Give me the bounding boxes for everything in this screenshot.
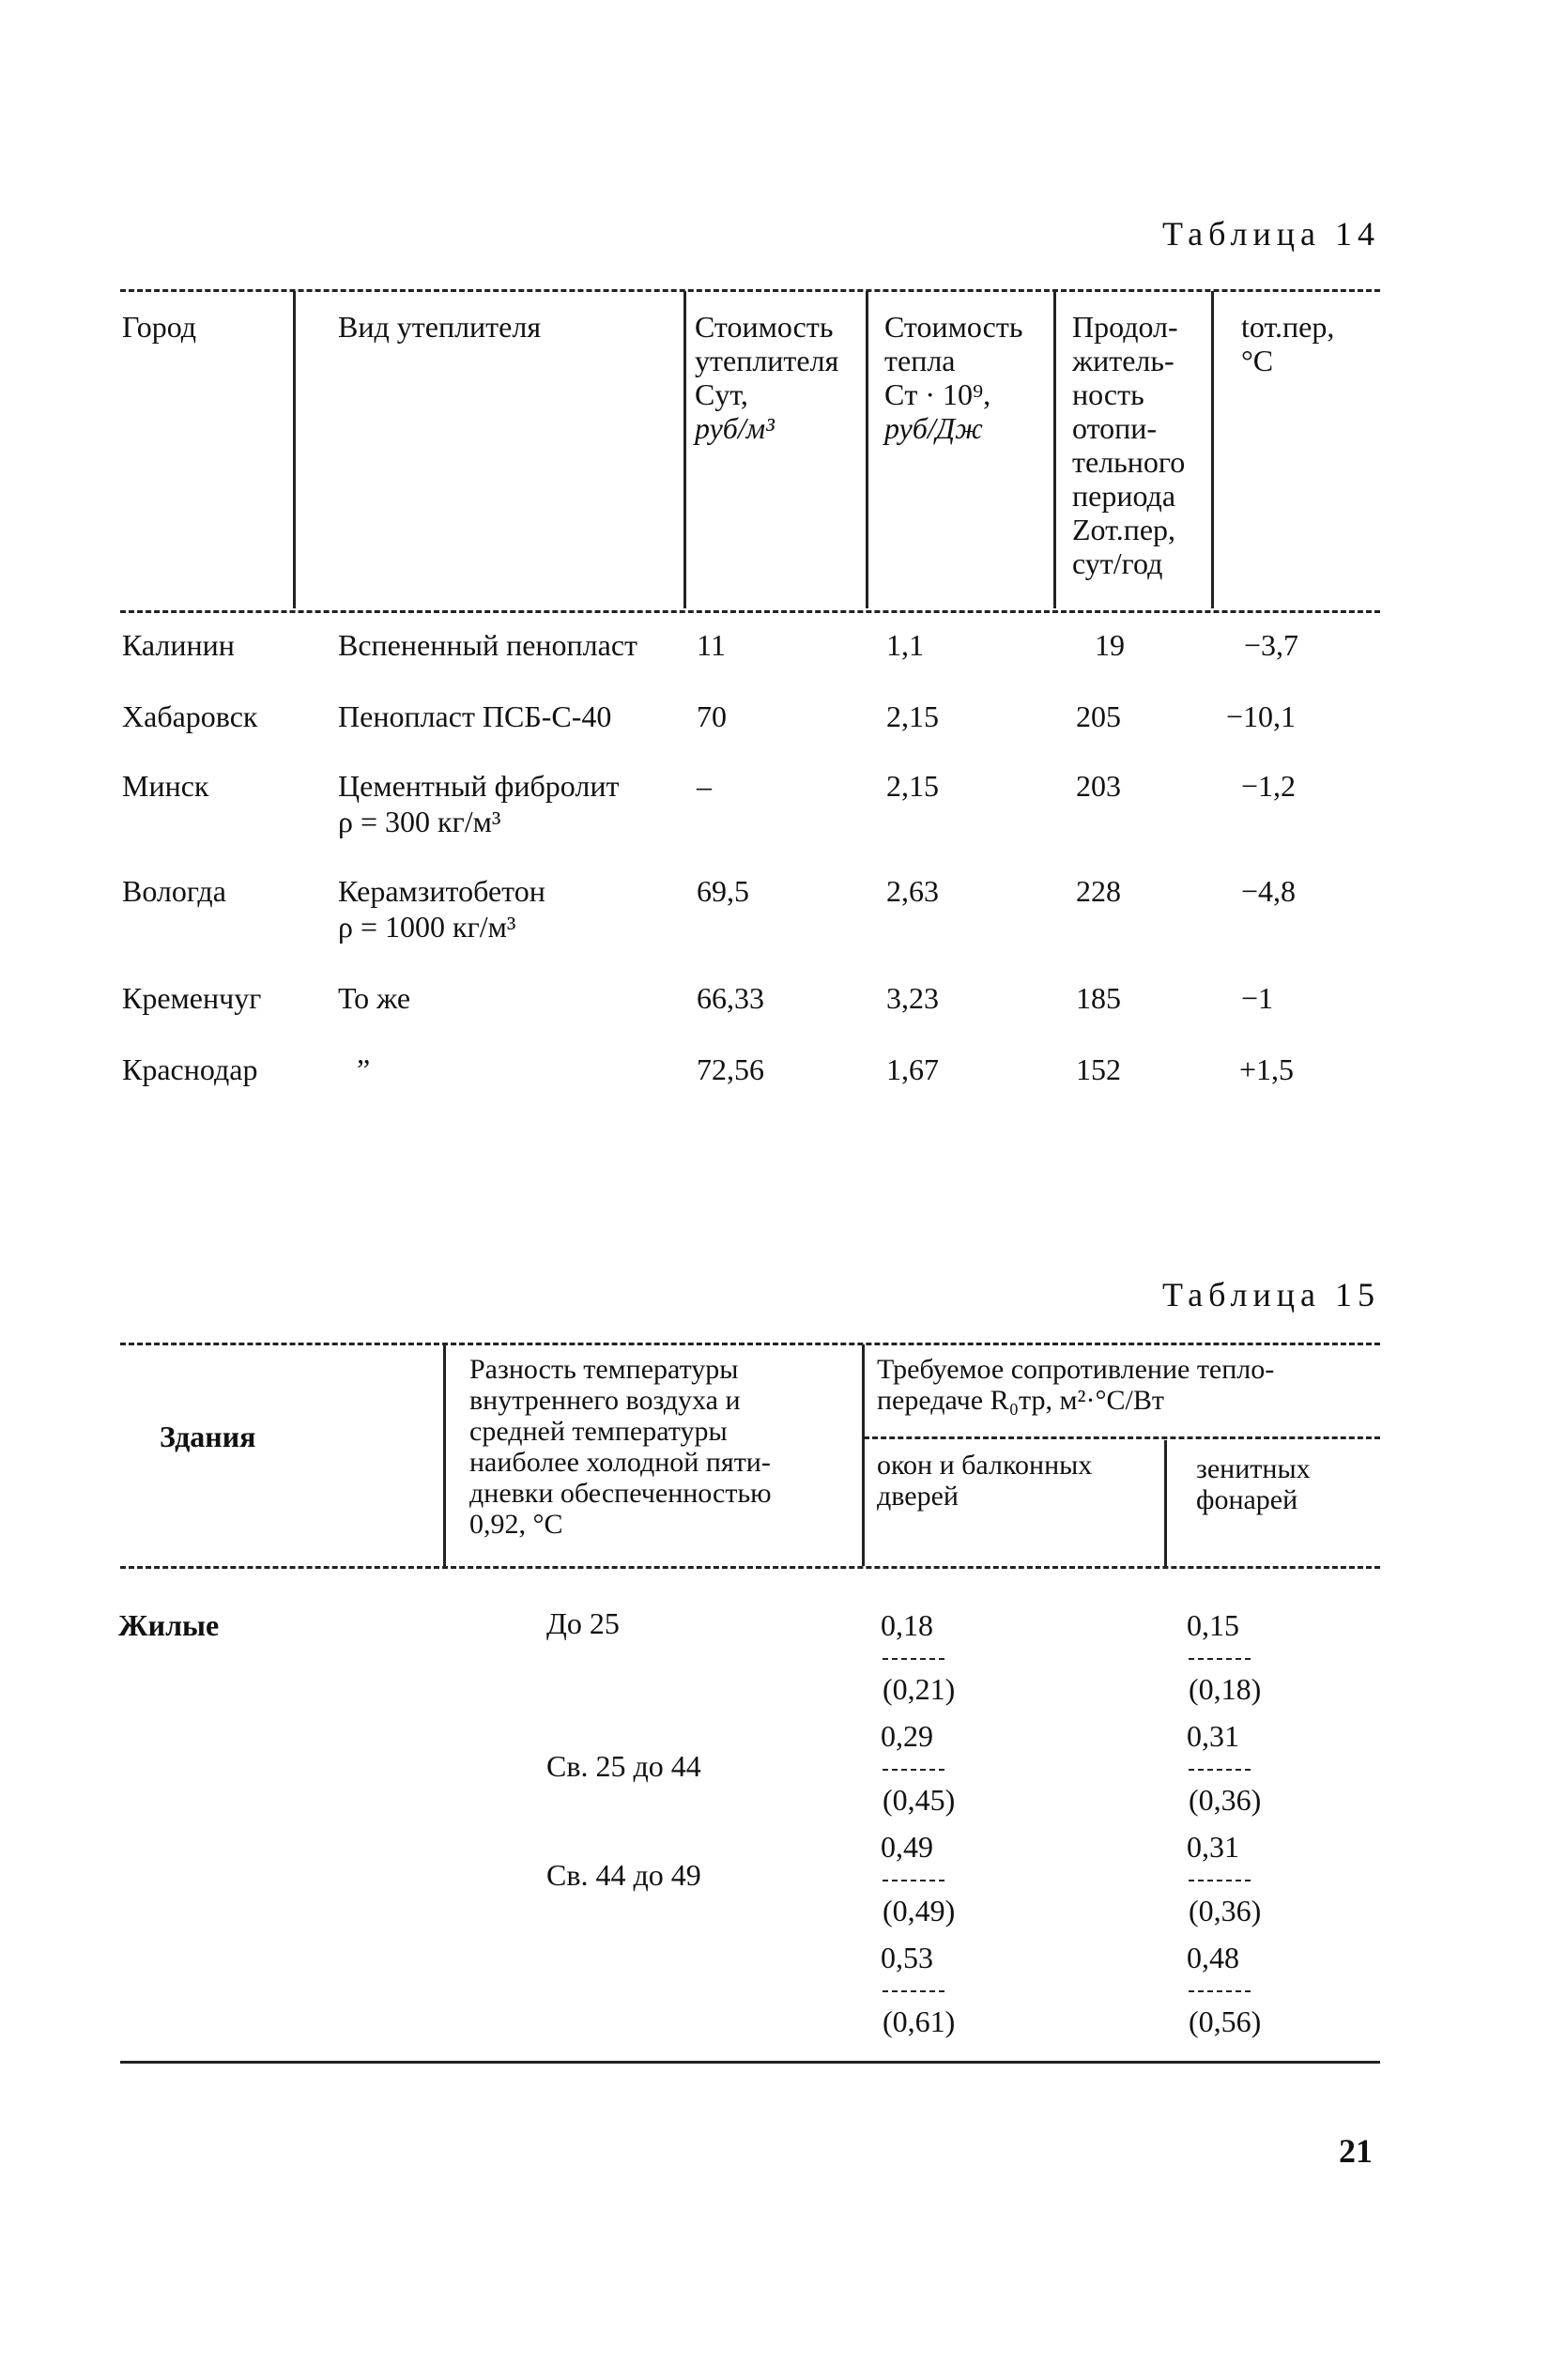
table15-g4-skylights-top: 0,48 — [1187, 1941, 1239, 1974]
table14-row-3-heat-cost: 2,15 — [886, 769, 939, 803]
table14-caption: Таблица 14 — [1162, 215, 1380, 253]
table14-row-4-insulation: Керамзитобетон ρ = 1000 кг/м³ — [338, 874, 545, 944]
table15-g2-skylights-bottom: (0,36) — [1189, 1783, 1262, 1817]
table15-col-divider — [1164, 1440, 1167, 1566]
header-city: Город — [122, 310, 197, 344]
table15-g3-windows-bottom: (0,49) — [883, 1894, 956, 1927]
table14-row-3-ins-cost: – — [697, 769, 712, 803]
table14-row-3-temp: −1,2 — [1241, 769, 1297, 803]
table14-row-1-ins-cost: 11 — [697, 628, 726, 662]
header-temperature: tот.пер, °С — [1241, 310, 1335, 377]
table14-row-5-temp: −1 — [1241, 981, 1274, 1015]
table14-col-divider — [1053, 291, 1056, 608]
table15-g1-windows-bottom: (0,21) — [883, 1672, 956, 1706]
table14-row-2-temp: −10,1 — [1226, 699, 1297, 733]
header-heat-cost: Стоимость тепла Cт · 10⁹, руб/Дж — [884, 310, 1023, 445]
table14-col-divider — [293, 291, 296, 608]
table15-range-2: Св. 25 до 44 — [546, 1749, 701, 1783]
table14-row-3-city: Минск — [122, 769, 209, 803]
table14-row-4-city: Вологда — [122, 874, 226, 908]
fraction-line — [1189, 1990, 1251, 1992]
table15-g3-skylights-bottom: (0,36) — [1189, 1894, 1262, 1927]
table14-header-rule — [120, 610, 1380, 613]
fraction-line — [1189, 1658, 1251, 1660]
table14-row-6-duration: 152 — [1076, 1052, 1121, 1086]
table14-row-2-insulation: Пенопласт ПСБ-С-40 — [338, 699, 612, 733]
fraction-line — [883, 1880, 944, 1881]
header-windows: окон и балконных дверей — [877, 1450, 1093, 1512]
header-temperature-difference: Разность температуры внутреннего воздуха и средней температуры наиболее холодной пяти- дневки обеспеченностью 0,92, °С — [469, 1354, 772, 1540]
table15-g4-windows-bottom: (0,61) — [883, 2004, 956, 2038]
header-resistance: Требуемое сопротивление тепло- передаче R₀тр, м²·°С/Вт — [877, 1354, 1275, 1416]
table15-subheader-rule — [864, 1436, 1380, 1439]
header-skylights: зенитных фонарей — [1196, 1453, 1311, 1515]
table14-row-2-ins-cost: 70 — [697, 699, 727, 733]
table14-row-5-duration: 185 — [1076, 981, 1121, 1015]
header-buildings: Здания — [160, 1420, 256, 1453]
table14-col-divider — [1211, 291, 1214, 608]
table14-row-3-duration: 203 — [1076, 769, 1121, 803]
table15-g2-skylights-top: 0,31 — [1187, 1719, 1239, 1753]
table14-row-4-ins-cost: 69,5 — [697, 874, 749, 908]
header-duration: Продол- житель- ность отопи- тельного периода Zот.пер, сут/год — [1072, 310, 1186, 580]
table15-top-rule — [120, 1343, 1380, 1345]
table14-row-4-duration: 228 — [1076, 874, 1121, 908]
table15-col-divider — [862, 1344, 865, 1566]
table14-row-6-city: Краснодар — [122, 1052, 258, 1086]
table15-building: Жилые — [118, 1608, 220, 1642]
table14-row-4-heat-cost: 2,63 — [886, 874, 939, 908]
table15-g4-skylights-bottom: (0,56) — [1189, 2004, 1262, 2038]
table15-g1-skylights-top: 0,15 — [1187, 1608, 1239, 1642]
table14-row-1-heat-cost: 1,1 — [886, 628, 924, 662]
table15-bottom-rule — [120, 2061, 1380, 2064]
table14-row-4-temp: −4,8 — [1241, 874, 1297, 908]
fraction-line — [883, 1769, 944, 1771]
header-insulation: Вид утеплителя — [338, 310, 542, 344]
table14-row-5-insulation: То же — [338, 981, 411, 1015]
page-number: 21 — [1339, 2132, 1373, 2170]
table15-g1-skylights-bottom: (0,18) — [1189, 1672, 1262, 1706]
table14-row-5-heat-cost: 3,23 — [886, 981, 939, 1015]
table14-row-1-insulation: Вспененный пенопласт — [338, 628, 638, 662]
table14-row-2-duration: 205 — [1076, 699, 1121, 733]
table14-row-2-heat-cost: 2,15 — [886, 699, 939, 733]
table14-col-divider — [683, 291, 686, 608]
fraction-line — [883, 1990, 944, 1992]
table15-range-3: Св. 44 до 49 — [546, 1858, 701, 1892]
table14-row-1-duration: 19 — [1095, 628, 1125, 662]
table14-top-rule — [120, 289, 1380, 292]
table15-range-1: До 25 — [546, 1606, 620, 1640]
table15-g3-windows-top: 0,49 — [881, 1830, 933, 1864]
table14-row-5-city: Кременчуг — [122, 981, 262, 1015]
table15-caption: Таблица 15 — [1162, 1276, 1380, 1313]
table15-col-divider — [443, 1344, 446, 1566]
table14-row-6-insulation: ” — [357, 1052, 371, 1086]
table14-row-1-temp: −3,7 — [1244, 628, 1299, 662]
fraction-line — [883, 1658, 944, 1660]
table14-row-6-ins-cost: 72,56 — [697, 1052, 764, 1086]
table15-g2-windows-bottom: (0,45) — [883, 1783, 956, 1817]
table15-g4-windows-top: 0,53 — [881, 1941, 933, 1974]
fraction-line — [1189, 1769, 1251, 1771]
table14-row-2-city: Хабаровск — [122, 699, 258, 733]
table15-g1-windows-top: 0,18 — [881, 1608, 933, 1642]
table15-g3-skylights-top: 0,31 — [1187, 1830, 1239, 1864]
table14-col-divider — [866, 291, 868, 608]
table14-row-1-city: Калинин — [122, 628, 235, 662]
table14-row-3-insulation: Цементный фибролит ρ = 300 кг/м³ — [338, 769, 620, 838]
table15-header-rule — [120, 1566, 1380, 1569]
table14-row-5-ins-cost: 66,33 — [697, 981, 764, 1015]
table14-row-6-heat-cost: 1,67 — [886, 1052, 939, 1086]
table15-g2-windows-top: 0,29 — [881, 1719, 933, 1753]
table14-row-6-temp: +1,5 — [1239, 1052, 1295, 1086]
header-insulation-cost: Стоимость утеплителя Cут, руб/м³ — [695, 310, 839, 445]
fraction-line — [1189, 1880, 1251, 1881]
